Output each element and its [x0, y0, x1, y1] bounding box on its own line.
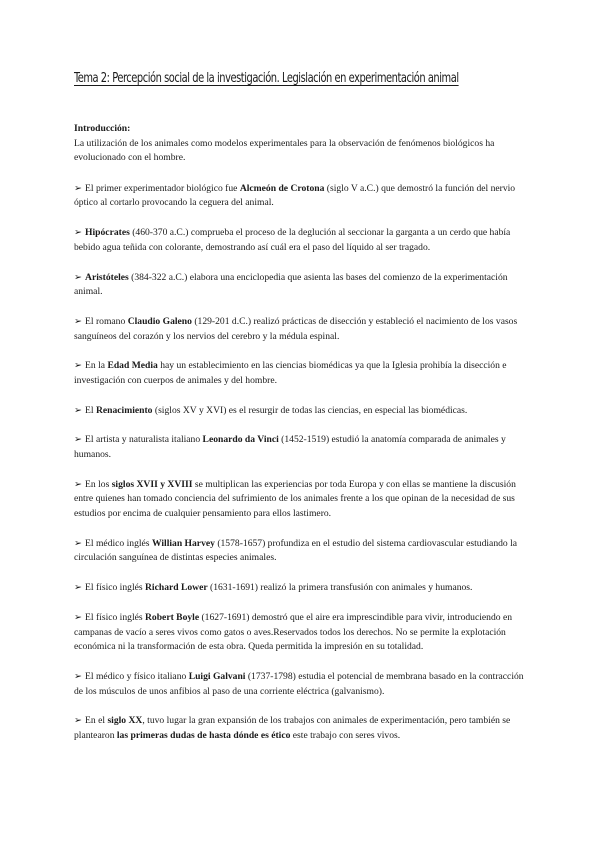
list-item: ➢ El médico inglés Willian Harvey (1578-1657) profundiza en el estudio del sistema cardiovascular estudiando la circulación sanguínea de distintas especies animales. [74, 537, 518, 564]
arrow-bullet-icon: ➢ [74, 537, 83, 549]
list-item: ➢ En el siglo XX, tuvo lugar la gran expansión de los trabajos con animales de experimentación, pero también se plantearon las primeras dudas de hasta dónde es ético este trabajo con seres vivos. [74, 715, 511, 741]
arrow-bullet-icon: ➢ [74, 315, 83, 327]
arrow-bullet-icon: ➢ [74, 582, 83, 594]
arrow-bullet-icon: ➢ [74, 478, 83, 490]
arrow-bullet-icon: ➢ [74, 670, 83, 682]
list-item: ➢ El Renacimiento (siglos XV y XVI) es el resurgir de todas las ciencias, en especial las biomédicas. [74, 404, 468, 416]
intro-paragraph [74, 122, 530, 166]
list-item: ➢ El físico inglés Richard Lower (1631-1691) realizó la primera transfusión con animales y humanos. [74, 582, 473, 594]
list-item: ➢ En la Edad Media hay un establecimiento en las ciencias biomédicas ya que la Iglesia prohibía la disección e investigación con cuerpos de animales y del hombre. [74, 360, 507, 386]
intro-text: La utilización de los animales como modelos experimentales para la observación de fenómenos biológicos ha evolucionado con el hombre. [74, 137, 495, 164]
list-item: ➢ El romano Claudio Galeno (129-201 d.C.) realizó prácticas de disección y estableció el nacimiento de los vasos sanguíneos del corazón y los nervios del cerebro y la médula espinal. [74, 315, 518, 342]
list-item: ➢ Hipócrates (460-370 a.C.) comprueba el proceso de la deglución al seccionar la garganta a un cerdo que había bebido agua teñida con colorante, demostrando así cuál era el paso del líquido al ser tragado. [74, 227, 511, 253]
intro-heading: Introducción: [74, 123, 131, 134]
arrow-bullet-icon: ➢ [74, 434, 83, 446]
list-item: ➢ En los siglos XVII y XVIII se multiplican las experiencias por toda Europa y con ellas se mantiene la discusión entre quienes han tomado conciencia del sufrimiento de los animales frente a los que opinan de la necesidad de sus estudios por encima de cualquier pensamiento para ellos lastimero. [74, 478, 516, 519]
arrow-bullet-icon: ➢ [74, 715, 83, 727]
arrow-bullet-icon: ➢ [74, 271, 83, 283]
page-title: Tema 2: Percepción social de la investigación. Legislación en experimentación animal [74, 71, 459, 86]
arrow-bullet-icon: ➢ [74, 227, 83, 239]
list-item: ➢ Aristóteles (384-322 a.C.) elabora una enciclopedia que asienta las bases del comienzo de la experimentación animal. [74, 271, 508, 298]
arrow-bullet-icon: ➢ [74, 360, 83, 372]
list-item: ➢ El físico inglés Robert Boyle (1627-1691) demostró que el aire era imprescindible para vivir, introduciendo en campanas de vacío a seres vivos como gatos o aves.Reservados todos los derechos. No se permite la explotación económica ni la transformación de esta obra. Queda permitida la impresión en su totalidad. [74, 611, 513, 653]
arrow-bullet-icon: ➢ [74, 611, 83, 623]
list-item: ➢ El primer experimentador biológico fue Alcmeón de Crotona (siglo V a.C.) que demostró la función del nervio óptico al cortarlo provocando la ceguera del animal. [74, 182, 516, 209]
arrow-bullet-icon: ➢ [74, 182, 83, 194]
document-body [74, 122, 530, 759]
arrow-bullet-icon: ➢ [74, 404, 83, 416]
list-item: ➢ El médico y físico italiano Luigi Galvani (1737-1798) estudia el potencial de membrana basado en la contracción de los músculos de unos anfibios al paso de una corriente eléctrica (galvanismo). [74, 670, 524, 697]
list-item: ➢ El artista y naturalista italiano Leonardo da Vinci (1452-1519) estudió la anatomía comparada de animales y humanos. [74, 434, 506, 461]
